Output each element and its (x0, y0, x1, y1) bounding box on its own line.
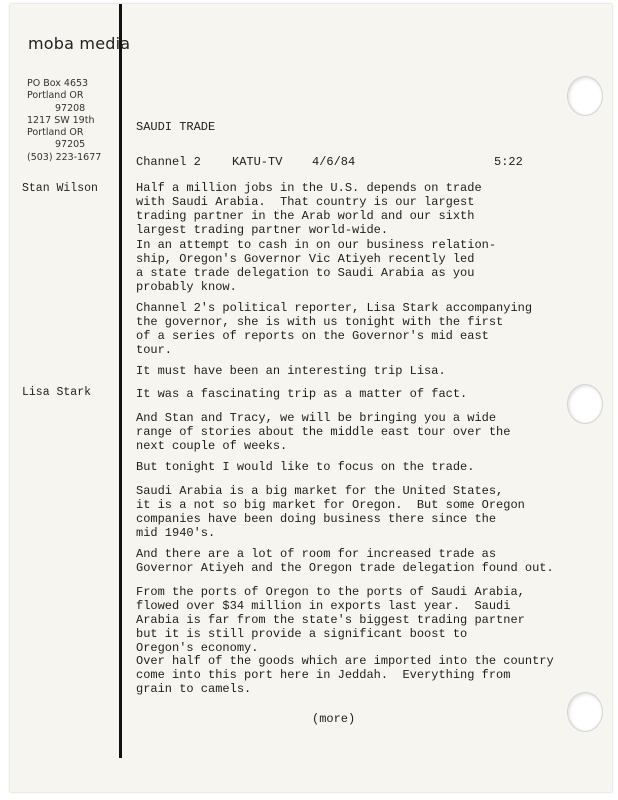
address-line: 97205 (55, 139, 86, 151)
speaker-stan-wilson: Stan Wilson (22, 182, 98, 195)
punch-hole (567, 76, 603, 116)
company-logo: moba media (28, 34, 131, 53)
script-paragraph: Channel 2's political reporter, Lisa Stark accompanying the governor, she is with us tonight with the first of a series of reports on the Governor's mid east tour. (136, 301, 533, 357)
address-line: Portland OR (27, 90, 84, 102)
punch-hole (567, 692, 603, 732)
script-paragraph: In an attempt to cash in on our business relation- ship, Oregon's Governor Vic Atiyeh recently led a state trade delegation to Saudi Arabia as you probably know. (136, 238, 497, 294)
more-indicator: (more) (312, 712, 356, 726)
script-paragraph: It must have been an interesting trip Lisa. (136, 364, 446, 378)
script-paragraph: From the ports of Oregon to the ports of Saudi Arabia, flowed over $34 million in exports last year. Saudi Arabia is far from the state's biggest trading partner but it is still provide a significant boost to Oregon's economy. (136, 585, 525, 655)
script-paragraph: Half a million jobs in the U.S. depends on trade with Saudi Arabia. That country is our largest trading partner in the Arab world and our sixth largest trading partner world-wide. (136, 181, 482, 237)
story-slug: SAUDI TRADE (136, 120, 216, 134)
address-line: 1217 SW 19th (27, 114, 95, 126)
script-paragraph: And Stan and Tracy, we will be bringing you a wide range of stories about the middle east tour over the next couple of weeks. (136, 411, 511, 453)
script-paragraph: And there are a lot of room for increased trade as Governor Atiyeh and the Oregon trade delegation found out. (136, 547, 554, 575)
air-date: 4/6/84 (312, 155, 356, 169)
air-time: 5:22 (494, 155, 523, 169)
margin-rule (119, 4, 122, 758)
address-line: Portland OR (27, 127, 84, 139)
company-address (27, 78, 107, 164)
station-call: KATU-TV (232, 155, 283, 169)
script-paragraph: Over half of the goods which are imported into the country come into this port here in Jeddah. Everything from grain to camels. (136, 654, 554, 696)
address-line: 97208 (55, 102, 86, 114)
speaker-lisa-stark: Lisa Stark (22, 386, 92, 399)
punch-hole (567, 384, 603, 424)
script-paragraph: But tonight I would like to focus on the trade. (136, 460, 475, 474)
address-line: (503) 223-1677 (27, 151, 102, 163)
channel: Channel 2 (136, 155, 201, 169)
address-line: PO Box 4653 (27, 78, 89, 89)
script-paragraph: Saudi Arabia is a big market for the United States, it is a not so big market for Oregon. But some Oregon companies have been doing business there since the mid 1940's. (136, 484, 525, 540)
script-paragraph: It was a fascinating trip as a matter of fact. (136, 387, 468, 401)
